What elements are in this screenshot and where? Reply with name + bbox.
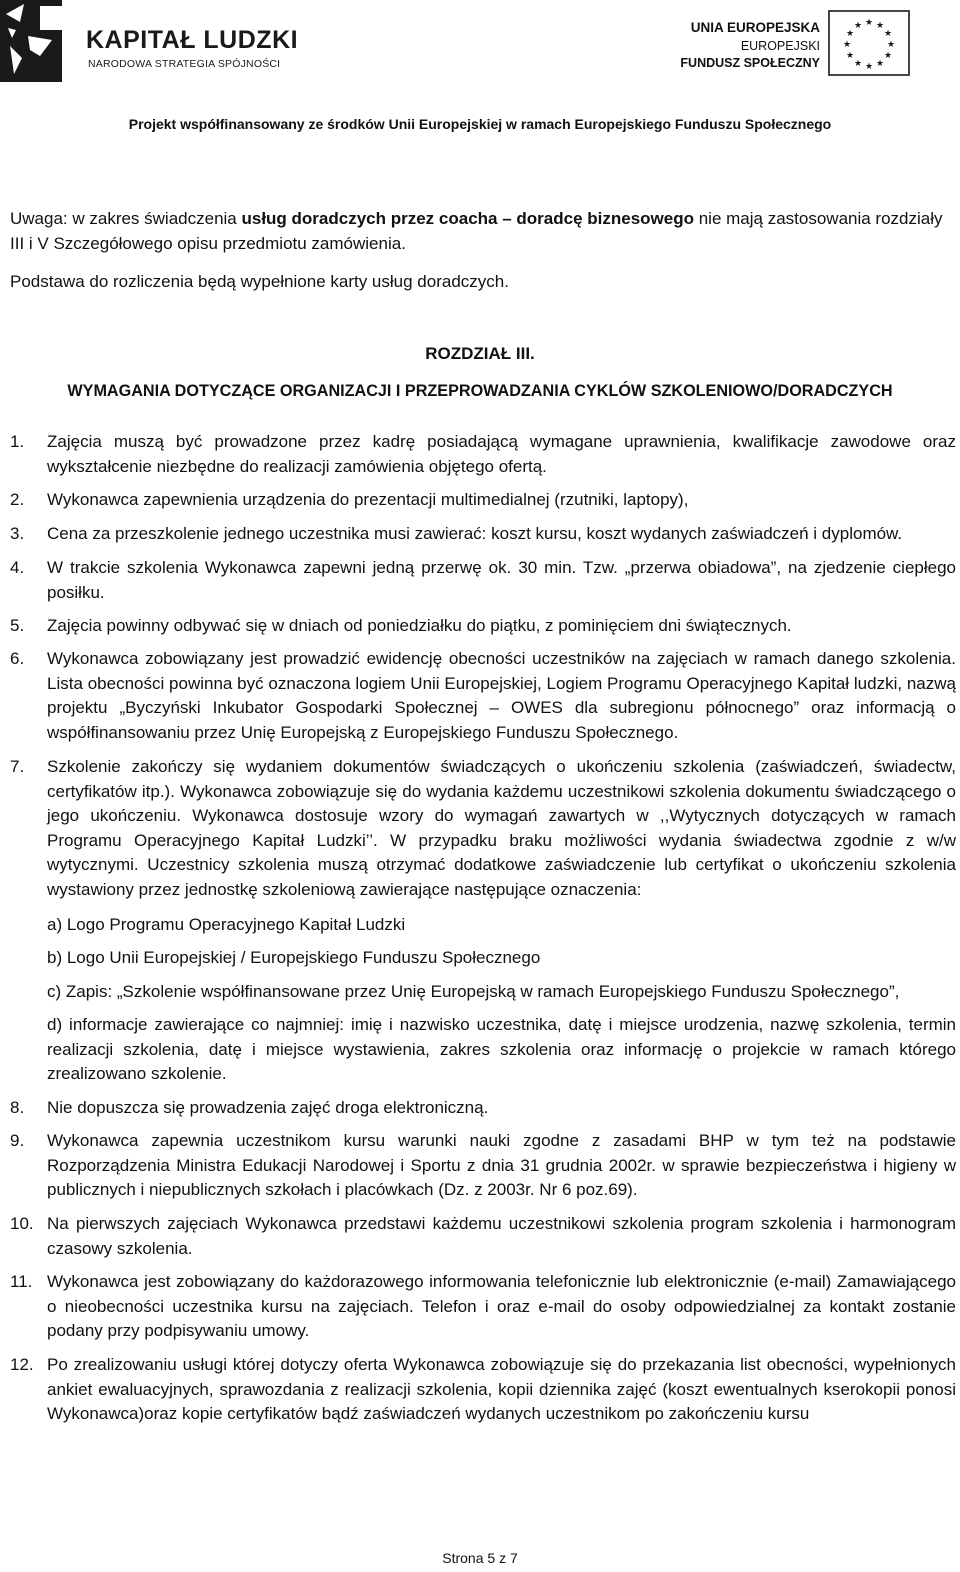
list-item-text: Wykonawca zapewnienia urządzenia do prezentacji multimedialnej (rzutniki, laptopy), (47, 490, 689, 509)
list-item (10, 1270, 956, 1344)
chapter-heading: ROZDZIAŁ III. (425, 344, 535, 363)
note-post: nie mają zastosowania rozdziały III i V Szczegółowego opisu przedmiotu zamówienia. (10, 209, 943, 253)
list-item (10, 1353, 956, 1427)
list-item-number: 1. (10, 432, 25, 451)
list-item-text: Cena za przeszkolenie jednego uczestnika musi zawierać: koszt kursu, koszt wydanych zaświadczeń i dyplomów. (47, 524, 903, 543)
list-item-text: Wykonawca zobowiązany jest prowadzić ewidencję obecności uczestników na zajęciach w ramach danego szkolenia. Lista obecności powinna być oznaczona logiem Unii Europejskiej, Logiem Programu Operacyjnego Kapitał ludzki, nazwą projektu „Byczyński Inkubator Gospodarki Społecznej – OWES dla subregionu północnego” oraz informacją o współfinansowaniu przez Unię Europejską z Europejskiego Funduszu Społecznego. (47, 649, 956, 742)
kapital-ludzki-logo (0, 0, 300, 82)
svg-text:★: ★ (864, 62, 874, 72)
list-item-number: 8. (10, 1098, 25, 1117)
list-item-number: 7. (10, 757, 25, 776)
svg-text:★: ★ (883, 51, 893, 61)
kapital-ludzki-subtitle: NARODOWA STRATEGIA SPÓJNOŚCI (88, 58, 281, 70)
list-item (10, 488, 956, 513)
list-item-text: Nie dopuszcza się prowadzenia zajęć droga elektroniczną. (47, 1098, 489, 1117)
list-item-text: Szkolenie zakończy się wydaniem dokumentów świadczących o ukończeniu szkolenia (zaświadczeń, świadectw, certyfikatów itp.). Wykonawca zobowiązuje się do wydania każdemu uczestnikowi szkolenia dokumentu świadczącego o jego ukończeniu. Wykonawca dostosuje wzory do wymagań zawartych w ,,Wytycznych dotyczących w ramach Programu Operacyjnego Kapitał Ludzki’’. W przypadku braku możliwości wydania świadectwa zgodnie z w/w wytycznymi. Uczestnicy szkolenia muszą otrzymać dodatkowe zaświadczenie lub certyfikat o ukończeniu szkolenia wystawiony przez jednostkę szkoleniową zawierające następujące oznaczenia: (47, 757, 956, 899)
list-item-number: 10. (10, 1214, 34, 1233)
note-pre: Uwaga: w zakres świadczenia (10, 209, 242, 228)
sub-item-a: a) Logo Programu Operacyjnego Kapitał Ludzki (47, 915, 406, 934)
list-item-number: 6. (10, 649, 25, 668)
list-item-number: 11. (10, 1272, 33, 1291)
svg-text:★: ★ (842, 40, 852, 50)
svg-text:★: ★ (845, 51, 855, 61)
note-paragraph (10, 207, 950, 256)
list-item (10, 1129, 956, 1203)
list-item-text: Zajęcia powinny odbywać się w dniach od poniedziałku do piątku, z pominięciem dni świątecznych. (47, 616, 792, 635)
project-cofinancing-line: Projekt współfinansowany ze środków Unii Europejskiej w ramach Europejskiego Funduszu Społecznego (128, 116, 832, 132)
svg-text:★: ★ (875, 59, 885, 69)
svg-text:★: ★ (853, 59, 863, 69)
list-item-text: Na pierwszych zajęciach Wykonawca przedstawi każdemu uczestnikowi szkolenia program szkolenia i harmonogram czasowy szkolenia. (47, 1214, 956, 1258)
eu-line-2: EUROPEJSKI (740, 39, 820, 53)
svg-text:★: ★ (886, 40, 896, 50)
list-item (10, 1212, 956, 1261)
kapital-ludzki-title: KAPITAŁ LUDZKI (86, 26, 299, 54)
list-item-number: 4. (10, 558, 25, 577)
list-item (10, 614, 956, 639)
page-number: Strona 5 z 7 (442, 1550, 518, 1566)
list-item (10, 755, 956, 902)
eu-logo (660, 10, 960, 84)
eu-line-3: FUNDUSZ SPOŁECZNY (680, 56, 820, 70)
settlement-paragraph: Podstawa do rozliczenia będą wypełnione karty usług doradczych. (10, 272, 509, 291)
page-header (0, 0, 960, 150)
list-item-text: W trakcie szkolenia Wykonawca zapewni jedną przerwę ok. 30 min. Tzw. „przerwa obiadowa”, na zjedzenie ciepłego posiłku. (47, 558, 956, 602)
list-item-text: Wykonawca zapewnia uczestnikom kursu warunki nauki zgodne z zasadami BHP w tym też na podstawie Rozporządzenia Ministra Edukacji Narodowej i Sportu z dnia 31 grudnia 2002r. w sprawie bezpieczeństwa i higieny w publicznych i niepublicznych szkołach i placówkach (Dz. z 2003r. Nr 6 poz.69). (47, 1131, 956, 1199)
note-bold: usług doradczych przez coacha – doradcę biznesowego (241, 209, 694, 228)
eu-line-1: UNIA EUROPEJSKA (690, 20, 820, 35)
list-item (10, 522, 956, 547)
list-item-number: 5. (10, 616, 25, 635)
kapital-ludzki-logo-icon (0, 0, 78, 82)
chapter-title: WYMAGANIA DOTYCZĄCE ORGANIZACJI I PRZEPROWADZANIA CYKLÓW SZKOLENIOWO/DORADCZYCH (67, 382, 893, 400)
list-item-text: Zajęcia muszą być prowadzone przez kadrę posiadającą wymagane uprawnienia, kwalifikacje zawodowe oraz wykształcenie niezbędne do realizacji zamówienia objętego ofertą. (47, 432, 956, 476)
list-item (10, 647, 956, 745)
svg-text:★: ★ (864, 18, 874, 28)
svg-text:★: ★ (845, 29, 855, 39)
list-item-number: 12. (10, 1355, 34, 1374)
svg-text:★: ★ (875, 21, 885, 31)
list-item-text: Po zrealizowaniu usługi której dotyczy oferta Wykonawca zobowiązuje się do przekazania list obecności, wypełnionych ankiet ewaluacyjnych, sprawozdania z realizacji szkolenia, kopii dziennika zajęć (koszt ewentualnych kserokopii ponosi Wykonawca)oraz kopie certyfikatów bądź zaświadczeń wydanych uczestnikom po zakończeniu kursu (47, 1355, 956, 1423)
list-item-number: 3. (10, 524, 25, 543)
svg-text:★: ★ (853, 21, 863, 31)
list-item (10, 556, 956, 605)
sub-item-d: d) informacje zawierające co najmniej: imię i nazwisko uczestnika, datę i miejsce urodzenia, nazwę szkolenia, termin realizacji szkolenia, datę i miejsce wystawienia, zakres szkolenia oraz informację o projekcie w ramach którego zrealizowano szkolenie. (47, 1015, 956, 1083)
list-item (10, 1096, 956, 1121)
svg-text:★: ★ (883, 29, 893, 39)
sub-item-c: c) Zapis: „Szkolenie współfinansowane przez Unię Europejską w ramach Europejskiego Funduszu Społecznego”, (47, 982, 900, 1001)
list-item-number: 9. (10, 1131, 25, 1150)
list-item-number: 2. (10, 490, 25, 509)
list-item-text: Wykonawca jest zobowiązany do każdorazowego informowania telefonicznie lub elektronicznie (e-mail) Zamawiającego o nieobecności uczestnika kursu na zajęciach. Telefon i oraz e-mail do osoby odpowiedzialnej za kontakt zostanie podany przy podpisywaniu umowy. (47, 1272, 956, 1340)
list-item (10, 430, 956, 479)
eu-flag-icon (828, 10, 910, 76)
sub-item-b: b) Logo Unii Europejskiej / Europejskiego Funduszu Społecznego (47, 948, 541, 967)
